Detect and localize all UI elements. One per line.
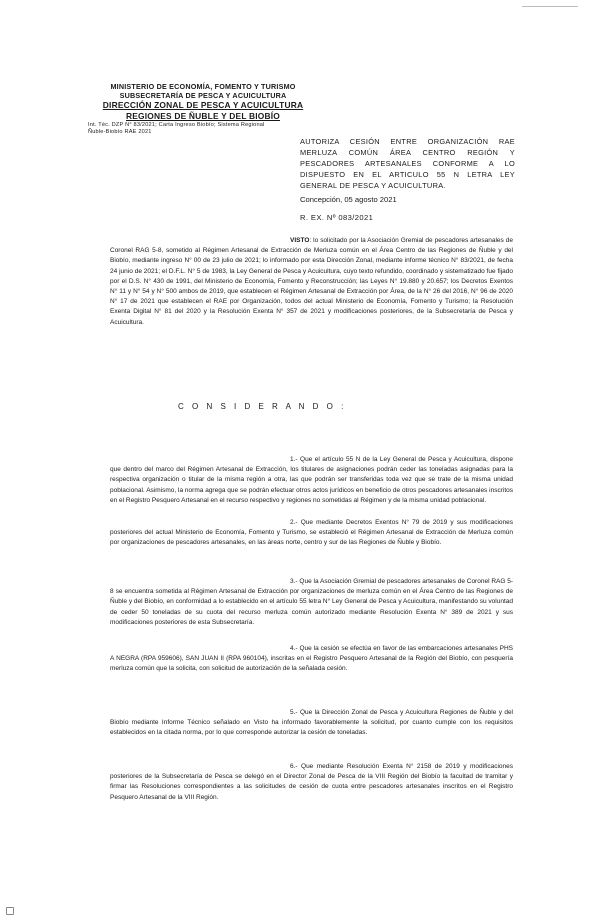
reference-line-1: Int. Téc. DZP N° 83/2021; Carta Ingreso Biobío; Sistema Regional: [88, 122, 265, 128]
scan-mark: [6, 907, 14, 915]
considerando-text: 5.- Que la Dirección Zonal de Pesca y Acuicultura Regiones de Ñuble y del Biobío mediante Informe Técnico señalado en Visto ha informado favorablemente la solicitud, por cuanto cumple con los requisitos establecidos en la citada norma, por lo que corresponde autorizar la cesión de toneladas.: [110, 709, 513, 737]
considerando-item: [110, 577, 513, 628]
considerando-text: 3.- Que la Asociación Gremial de pescadores artesanales de Coronel RAG 5-8 se encuentra sometida al Régimen Artesanal de Extracción por organizaciones de merluza común en el Área Centro de las Regiones de Ñuble y del Biobío, en conformidad a lo establecido en el artículo 55 letra N° Ley General de Pesca y Acuicultura, manifestando su voluntad de ceder 50 toneladas de su cuota del recurso merluza común autorizado mediante Resolución Exenta N° 389 de 2021 y sus modificaciones posteriores de esta Subsecretaría.: [110, 578, 513, 626]
resolution-subject: AUTORIZA CESIÓN ENTRE ORGANIZACIÓN RAE MERLUZA COMÚN ÁREA CENTRO REGIÓN Y PESCADORES ARTESANALES CONFORME A LO DISPUESTO EN EL ARTICULO 55 N LETRA LEY GENERAL DE PESCA Y ACUICULTURA.: [300, 137, 515, 190]
ministry-line: MINISTERIO DE ECONOMÍA, FOMENTO Y TURISMO: [110, 82, 296, 91]
reference-line-2: Ñuble-Biobío RAE 2021: [88, 129, 152, 135]
resolution-date: Concepción, 05 agosto 2021: [300, 195, 397, 204]
considerando-text: 1.- Que el artículo 55 N de la Ley General de Pesca y Acuicultura, dispone que dentro del marco del Régimen Artesanal de Extracción, los titulares de asignaciones podrán ceder las toneladas asignadas para la respectiva organización o titular de la misma región a otra, las que podrán ser transferidas toda vez que se trate de la misma unidad poblacional. Asimismo, la norma agrega que se podrán efectuar otros actos jurídicos en beneficio de otros pescadores artesanales inscritos en el Registro Pesquero Artesanal en el recurso respectivo y regiones no sometidas al Régimen y de la misma unidad poblacional.: [110, 456, 513, 504]
considerando-heading: C O N S I D E R A N D O :: [178, 402, 347, 411]
considerando-text: 4.- Que la cesión se efectúa en favor de las embarcaciones artesanales PHS A NEGRA (RPA 959606), SAN JUAN II (RPA 960104), inscritas en el Registro Pesquero Artesanal de la Región del Biobío, con pesquería merluza común que la solicita, con solicitud de autorización de la señalada cesión.: [110, 645, 513, 673]
considerando-item: [110, 644, 513, 675]
direccion-zonal-line: DIRECCIÓN ZONAL DE PESCA Y ACUICULTURA: [102, 100, 304, 110]
considerando-item: [110, 762, 513, 803]
considerando-item: [110, 518, 513, 549]
visto-paragraph: [110, 236, 513, 328]
considerando-text: 6.- Que mediante Resolución Exenta N° 2158 de 2019 y modificaciones posteriores de la Subsecretaría de Pesca se delegó en el Director Zonal de Pesca de la VIII Región del Biobío la facultad de tramitar y firmar las Resoluciones correspondientes a las solicitudes de cesión de cuota entre pescadores artesanales inscritos en el Registro Pesquero Artesanal de la VIII Región.: [110, 763, 513, 801]
subsecretaria-line: SUBSECRETARÍA DE PESCA Y ACUICULTURA: [119, 91, 287, 100]
considerando-item: [110, 708, 513, 739]
considerando-text: 2.- Que mediante Decretos Exentos N° 79 de 2019 y sus modificaciones posteriores del actual Ministerio de Economía, Fomento y Turismo, se estableció el Régimen Artesanal de Extracción de Merluza común por organizaciones de pescadores artesanales, en las áreas norte, centro y sur de las Regiones de Ñuble y Biobío.: [110, 519, 513, 547]
regiones-line: REGIONES DE ÑUBLE Y DEL BIOBÍO: [126, 111, 280, 121]
considerando-item: [110, 455, 513, 506]
resolution-number: R. EX. Nº 083/2021: [300, 213, 374, 222]
corner-mark: [522, 6, 578, 7]
visto-text: : lo solicitado por la Asociación Gremial de pescadores artesanales de Coronel RAG 5-8, sometido al Régimen Artesanal de Extracción de Merluza común en el Área Centro de las Regiones de Ñuble y del Biobío, mediante ingreso N° 00 de 23 julio de 2021; lo informado por esta Dirección Zonal, mediante informe técnico N° 83/2021, de fecha 24 junio de 2021; el D.F.L. N° 5 de 1983, la Ley General de Pesca y Acuicultura, cuyo texto refundido, coordinado y sistematizado fue fijado por el D.S. N° 430 de 1991, del Ministerio de Economía, Fomento y Reconstrucción; las Leyes N° 19.880 y 20.657; los Decretos Exentos N° 11 y N° 54 y N° 500 ambos de 2019, que establecen el Régimen Artesanal de Extracción por Área, de la N° 26 del 2016, N° 96 de 2020 N° 17 de 2021 que establecen el RAE por Organización, todos del actual Ministerio de Economía, Fomento y Turismo; la Resolución Exenta Digital N° 81 del 2020 y la Resolución Exenta N° 357 de 2021 y modificaciones posteriores, de la Subsecretaría de Pesca y Acuicultura.: [110, 237, 513, 326]
letterhead: [88, 82, 318, 136]
visto-label: VISTO: [290, 237, 310, 244]
